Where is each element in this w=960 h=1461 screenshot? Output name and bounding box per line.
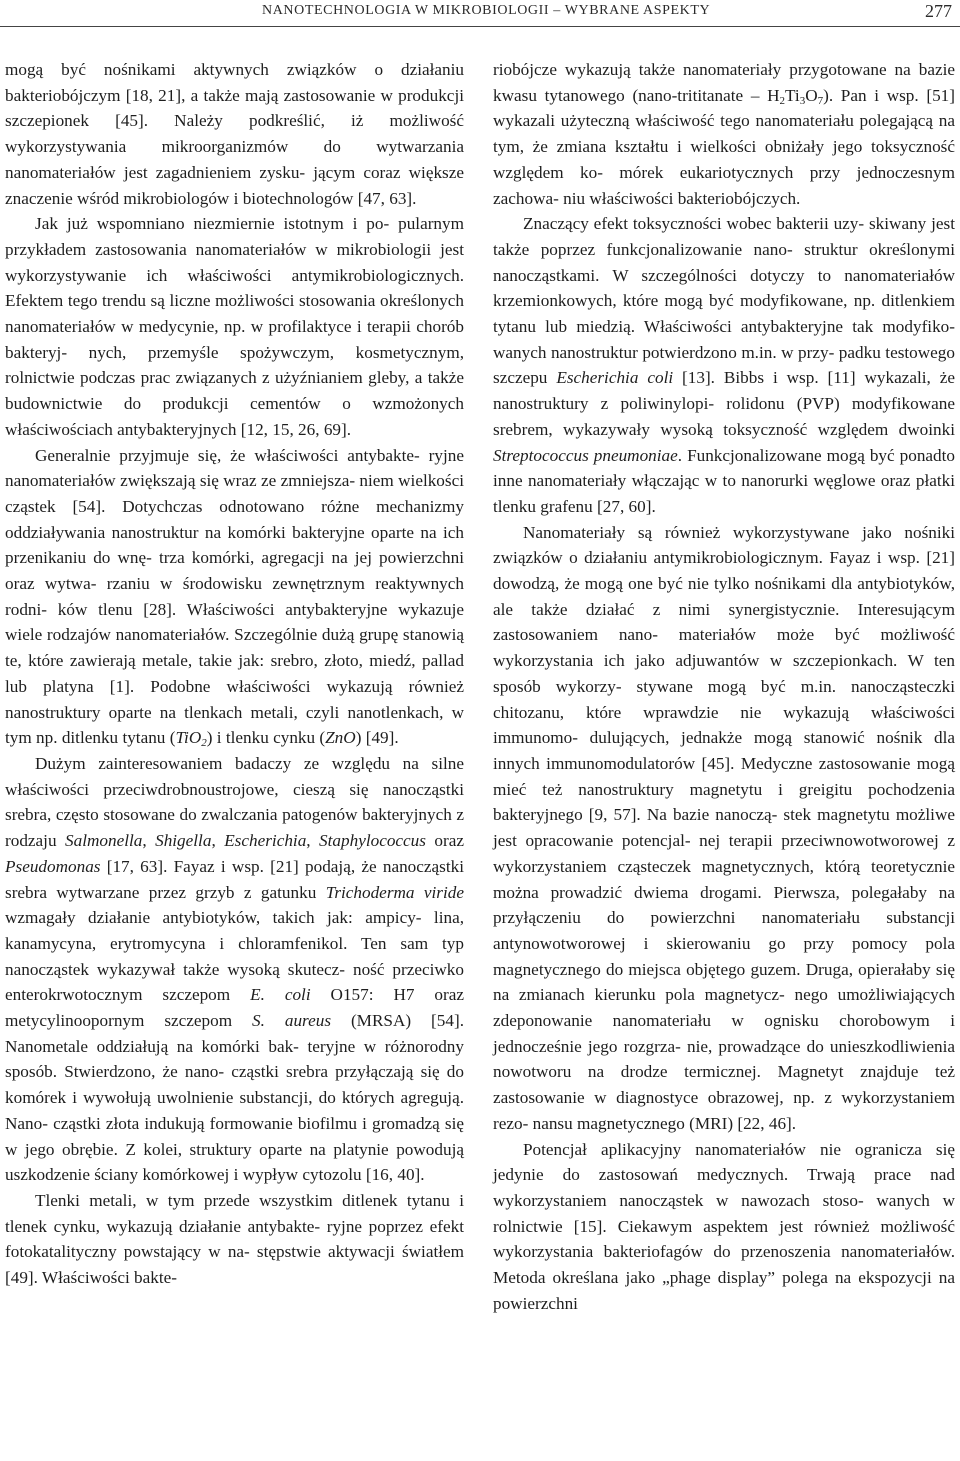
paragraph: riobójcze wykazują także nanomateriały przygotowane na bazie kwasu tytanowego (nano-trititanate – $H_2Ti_3O_7$). Pan i wsp. [51] wykazali użyteczną właściwość tego nanomateriału polegającą na tym, że zmiana kształtu i wielkości obniżały jego toksyczność względem ko- mórek eukariotycznych przy jednoczesnym zachowa- niu właściwości bakteriobójczych. [493, 60, 955, 208]
paragraph: Potencjał aplikacyjny nanomateriałów nie ogranicza się jedynie do zastosowań medycznych. Trwają prace nad wykorzystaniem nanocząstek w nawozach stoso- wanych w rolnictwie [15]. Ciekawym aspektem jest również możliwość wykorzystania bakteriofagów do przenoszenia nanomateriałów. Metoda określana jako „phage display” polega na ekspozycji na powierzchni [493, 1139, 955, 1313]
formula-tio2: TiO$_2$ [175, 728, 207, 750]
left-column [5, 57, 464, 1291]
paragraph: Tlenki metali, w tym przede wszystkim ditlenek tytanu i tlenek cynku, wykazują działanie antybakte- ryjne poprzez efekt fotokatalityczny powstający w na- stępstwie aktywacji światłem [49]. Właściwości bakte- [5, 1190, 464, 1288]
page-number: 277 [925, 1, 952, 21]
header-rule [0, 26, 960, 27]
paragraph: Nanomateriały są również wykorzystywane jako nośniki związków o działaniu antymikrobiologicznym. Fayaz i wsp. [21] dowodzą, że mogą one być nie tylko nośnikami dla antybiotyków, ale także działać z nimi synergistycznie. Interesującym zastosowaniem nano- materiałów może być możliwość wykorzystania ich jako adjuwantów w szczepionkach. W ten sposób wykorzy- stywane mogą być m.in. nanocząsteczki chitozanu, które wprawdzie nie wykazują właściwości immunomo- dulujących, jednakże mogą stanowić nośnik dla innych immunomodulatorów [45]. Medyczne zastosowanie mogą mieć też nanostruktury magnetytu i greigitu pochodzenia bakteryjnego [9, 57]. Na bazie nanoczą- stek magnetytu możliwe jest opracowanie potencjal- nej terapii przeciwnowotworowej z wykorzystaniem cząsteczek magnetycznych, którą teoretycznie można prowadzić dwiema drogami. Pierwsza, polegałaby na przyłączeniu do powierzchni nanomateriału substancji antynowotworowej i skierowaniu go przy pomocy pola magnetycznego do miejsca objętego guzem. Druga, opierałaby się na zmianach kierunku pola magnetycz- nego umożliwiających zdeponowanie nanomateriału w ognisku chorobowym i jednocześnie jego rozgrza- nie, prowadzące do unieszkodliwienia nowotworu na drodze termicznej. Magnetyt znajduje też zastosowanie w diagnostyce obrazowej, np. z wykorzystaniem rezo- nansu magnetycznego (MRI) [22, 46]. [493, 522, 955, 1133]
right-column [493, 57, 955, 1316]
running-title: NANOTECHNOLOGIA W MIKROBIOLOGII – WYBRANE ASPEKTY [262, 3, 711, 18]
paragraph: mogą być nośnikami aktywnych związków o działaniu bakteriobójczym [18, 21], a także mają zastosowanie w produkcji szczepionek [45]. Należy podkreślić, iż możliwość wykorzystywania mikroorganizmów do wytwarzania nanomateriałów jest zagadnieniem zysku- jącym coraz większe znaczenie wśród mikrobiologów i biotechnologów [47, 63]. [5, 60, 464, 208]
paragraph: Generalnie przyjmuje się, że właściwości antybakte- ryjne nanomateriałów zwiększają się wraz ze zmniejsza- niem wielkości cząstek [54]. Dotychczas odnotowano różne mechanizmy oddziaływania nanostruktur na komórki bakteryjne oparte na ich przenikaniu do wnę- trza komórki, agregacji na jej powierzchni oraz wytwa- rzaniu w środowisku zewnętrznym reaktywnych rodni- ków tlenu [28]. Właściwości antybakteryjne wykazuje wiele rodzajów nanomateriałów. Szczególnie dużą grupę stanowią te, które zawierają metale, takie jak: srebro, złoto, miedź, pallad lub platyna [1]. Podobne właściwości wykazują również nanostruktury oparte na tlenkach metali, czyli nanotlenkach, w tym np. ditlenku tytanu (TiO$_2$) i tlenku cynku (ZnO) [49]. [5, 445, 464, 750]
formula-zno: ZnO [325, 728, 356, 748]
paragraph: Dużym zainteresowaniem badaczy ze względu na silne właściwości przeciwdrobnoustrojowe, cieszą się nanocząstki srebra, często stosowane do zwalczania patogenów bakteryjnych z rodzaju Salmonella, Shigella, Escherichia, Staphylococcus oraz Pseudomonas [17, 63]. Fayaz i wsp. [21] podają, że nanocząstki srebra wytwarzane przez grzyb z gatunku Trichoderma viride wzmagały działanie antybiotyków, takich jak: ampicy- lina, kanamycyna, erytromycyna i chloramfenikol. Ten sam typ nanocząstek wykazywał także wysoką skutecz- ność przeciwko enterokrwotocznym szczepom E. coli O157: H7 oraz metycylinoopornym szczepom S. aureus (MRSA) [54]. Nanometale oddziałują na komórki bak- teryjne w różnorodny sposób. Stwierdzono, że nano- cząstki srebra przyłączają się do komórek i wywołują uwolnienie substancji, do których agregują. Nano- cząstki złota indukują formowanie biofilmu i gromadzą się w jego obrębie. Z kolei, struktury oparte na platynie powodują uszkodzenie ściany komórkowej i wypływ cytozolu [16, 40]. [5, 753, 464, 1185]
paragraph: Znaczący efekt toksyczności wobec bakterii uzy- skiwany jest także poprzez funkcjonalizowanie nano- struktur określonymi nanocząstkami. W szczególności dotyczy to nanomateriałów krzemionkowych, które mogą być modyfikowane, np. ditlenkiem tytanu lub miedzią. Właściwości antybakteryjne tak modyfiko- wanych nanostruktur potwierdzono m.in. w przy- padku testowego szczepu Escherichia coli [13]. Bibbs i wsp. [11] wykazali, że nanostruktury z poliwinylopi- rolidonu (PVP) modyfikowane srebrem, wykazywały wysoką toksyczność względem dwoinki Streptococcus pneumoniae. Funkcjonalizowane mogą być ponadto inne nanomateriały włączając w to nanorurki węglowe oraz płatki tlenku grafenu [27, 60]. [493, 214, 955, 516]
paragraph: Jak już wspomniano niezmiernie istotnym i po- pularnym przykładem zastosowania nanomateriałów w mikrobiologii jest wykorzystywanie ich właściwości antymikrobiologicznych. Efektem tego trendu są liczne możliwości stosowania określonych nanomateriałów w medycynie, np. w profilaktyce i terapii chorób bakteryj- nych, przemyśle spożywczym, kosmetycznym, rolnictwie podczas prac związanych z użyźnianiem gleby, a także budownictwie do produkcji cementów o wzmożonych właściwościach antybakteryjnych [12, 15, 26, 69]. [5, 214, 464, 439]
page-header [0, 0, 960, 28]
